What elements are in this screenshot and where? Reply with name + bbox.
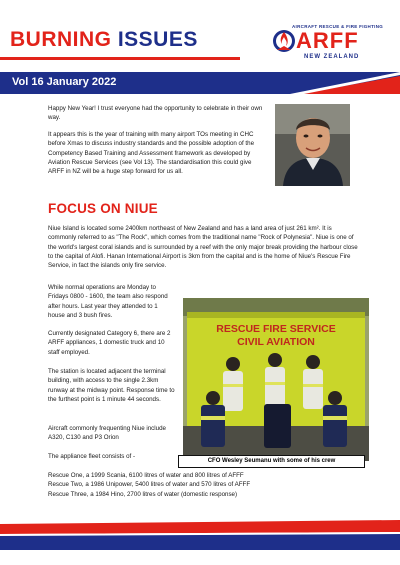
masthead (0, 0, 400, 72)
footer-band (0, 520, 400, 550)
arff-logo (272, 22, 390, 64)
list-item: Rescue One, a 1999 Scania, 6100 litres of water and 800 litres of AFFF (48, 472, 244, 479)
niue-station-paragraph: The station is located adjacent the terminal building, with access to the single 2.3km runway at the midway point. Response time to the furthest point is 1 minute 44 seconds. (48, 368, 175, 403)
crew-photo (183, 298, 369, 461)
logo-wordmark: ARFF (296, 28, 359, 53)
volume-date: Vol 16 January 2022 (12, 76, 117, 88)
niue-aircraft-paragraph: Aircraft commonly frequenting Niue include A320, C130 and P3 Orion (48, 425, 166, 442)
photo-sign-line2: CIVIL AVIATION (237, 336, 315, 348)
niue-fleet-intro: The appliance fleet consists of - (48, 453, 136, 460)
title-burning: BURNING (10, 28, 112, 51)
logo-subtitle: NEW ZEALAND (304, 54, 360, 60)
list-item: Rescue Three, a 1984 Hino, 2700 litres of water (domestic response) (48, 490, 238, 498)
photo-caption: CFO Wesley Seumanu with some of his crew (178, 455, 365, 468)
niue-intro-paragraph: Niue Island is located some 2400km northeast of New Zealand and has a land area of just 261 km². It is commonly referred to as "The Rock", which comes from the traditional name "Rock of Polynesia". Niue is one of the world's largest coral islands and is surrounded by a reef with the only major break providing the harbour close to the capital of Alofi. Hanan International Airport is 3km from the capital and is the home of Niue's Rescue Fire Service, in fact the islands only fire service. (48, 225, 358, 270)
logo-tagline: AIRCRAFT RESCUE & FIRE FIGHTING (292, 24, 384, 29)
niue-operations-paragraph: While normal operations are Monday to Fridays 0800 - 1600, the team also respond after hours. Last year they attended to 1 house and 3 bush fires. (48, 284, 168, 319)
author-portrait (275, 104, 350, 186)
fire-crest-icon (272, 26, 296, 56)
list-item: Rescue Two, a 1986 Unipower, 5400 litres of water and 570 litres of AFFF (48, 481, 251, 489)
masthead-rule (0, 57, 240, 60)
fleet-list (48, 471, 358, 499)
photo-sign-line1: RESCUE FIRE SERVICE (216, 323, 336, 335)
intro-greeting: Happy New Year! I trust everyone had the opportunity to celebrate in their own way. (48, 105, 263, 122)
niue-category-paragraph: Currently designated Category 6, there are 2 ARFF appliances, 1 domestic truck and 10 staff employed. (48, 330, 171, 356)
section-heading-niue: FOCUS ON NIUE (48, 201, 158, 216)
newsletter-title (10, 28, 198, 52)
title-issues: ISSUES (111, 28, 198, 51)
intro-training: It appears this is the year of training with many airport TOs meeting in CHC before Xmas to discuss industry standards and the possible adoption of the Competency Based Training and Assessment framework as developed by Aviation Rescue Services (see Vol 13). The standardisation this could give ARFF in NZ will be a huge step forward for us all. (48, 131, 255, 176)
